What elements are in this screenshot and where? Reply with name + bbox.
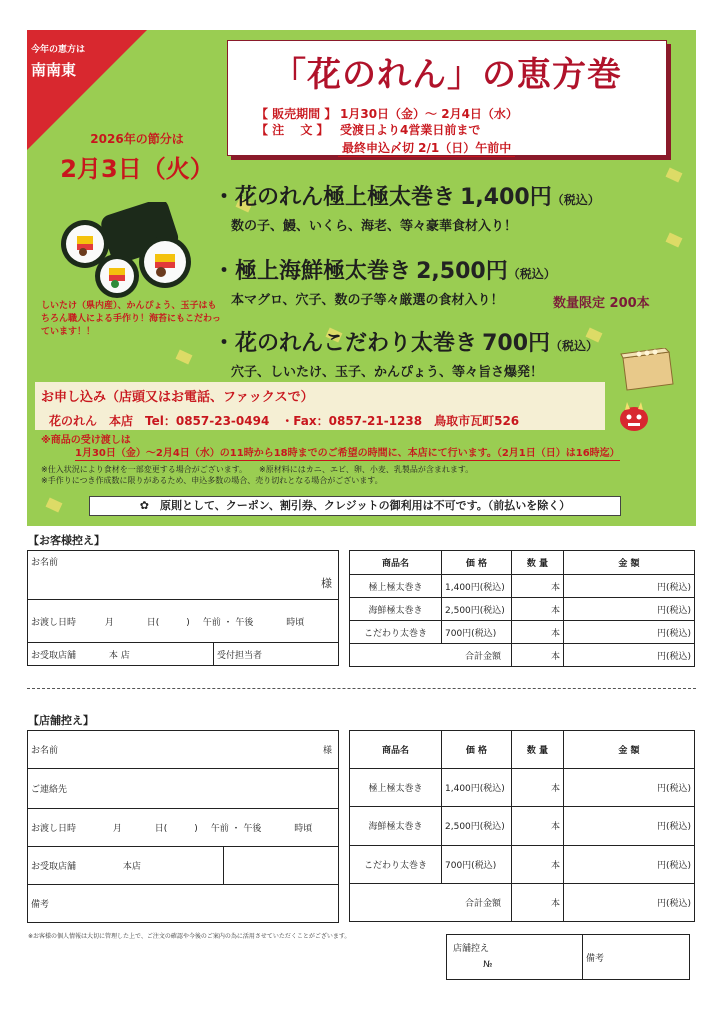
table-row	[350, 598, 695, 621]
total-label: 合計金額	[350, 644, 512, 667]
sama-suffix: 様	[321, 577, 332, 591]
payment-policy: ✿ 原則として、クーポン、割引券、クレジットの御利用は不可です。（前払いを除く）	[89, 496, 621, 516]
order-info	[256, 121, 480, 138]
cut-line	[27, 688, 696, 689]
store-name-field[interactable]	[28, 731, 339, 769]
setsubun-caption: 2026年の節分は	[90, 132, 184, 146]
delivery-heading: ※商品の受け渡しは	[41, 435, 131, 446]
store-value: 本店	[122, 862, 141, 872]
qty-cell[interactable]: 本	[512, 769, 564, 807]
product-cell: 海鮮極太巻き	[350, 807, 442, 845]
total-row	[350, 883, 695, 921]
total-qty-cell[interactable]: 本	[512, 644, 564, 667]
date-label: お渡し日時	[31, 824, 77, 834]
store-copy-box	[446, 934, 690, 980]
month-label: 月	[112, 824, 122, 834]
price-cell: 2,500円(税込)	[442, 807, 512, 845]
total-label: 合計金額	[350, 883, 512, 921]
price-cell: 1,400円(税込)	[442, 575, 512, 598]
amount-cell[interactable]: 円(税込)	[564, 845, 695, 883]
amount-cell[interactable]: 円(税込)	[564, 807, 695, 845]
product-desc: 本マグロ、穴子、数の子等々厳選の食材入り！	[231, 293, 504, 308]
header-product: 商品名	[350, 731, 442, 769]
pickup-store-field[interactable]	[28, 847, 224, 885]
order-label: 【 注 文 】	[256, 123, 329, 137]
delivery-details: 1月30日（金）～2月4日（水）の11時から18時までのご希望の時間に、本店にて行います。（2月1日（日）は16時迄）	[75, 448, 620, 459]
store-label: お受取店舗	[31, 862, 77, 872]
no-label: №	[483, 960, 493, 970]
product-price: 1,400円	[460, 185, 552, 210]
product-desc: 数の子、鰻、いくら、海老、等々豪華食材入り！	[231, 219, 518, 234]
product-cell: 極上極太巻き	[350, 575, 442, 598]
price-cell: 1,400円(税込)	[442, 769, 512, 807]
name-label: お名前	[31, 746, 59, 756]
setsubun-value: 2月3日（火）	[60, 155, 214, 183]
disclaimer	[41, 464, 473, 486]
ehou-caption: 今年の恵方は	[31, 45, 86, 55]
flyer-poster	[27, 30, 696, 526]
customer-copy-label: 【お客様控え】	[28, 534, 105, 547]
bean-box-illustration	[619, 348, 675, 394]
copy-number-field[interactable]	[447, 935, 583, 980]
header-amount: 金 額	[564, 551, 695, 575]
header-qty: 数 量	[512, 731, 564, 769]
header-price: 価 格	[442, 551, 512, 575]
product-tax: （税込）	[551, 193, 600, 207]
store-copy-label: 【店舗控え】	[28, 714, 94, 727]
product-cell: 極上極太巻き	[350, 769, 442, 807]
total-amount-cell[interactable]: 円(税込)	[564, 644, 695, 667]
product-name: ・花のれん極上極太巻き	[213, 185, 456, 210]
header-product: 商品名	[350, 551, 442, 575]
table-row	[350, 575, 695, 598]
time-label: 時頃	[286, 617, 305, 628]
price-cell: 700円(税込)	[442, 845, 512, 883]
amount-cell[interactable]: 円(税込)	[564, 598, 695, 621]
date-label: お渡し日時	[31, 617, 77, 628]
ingredient-note: しいたけ（県内産）、かんぴょう、玉子はもちろん職人による手作り！海苔にもこだわっています！！	[41, 301, 221, 337]
total-qty-cell[interactable]: 本	[512, 883, 564, 921]
copy-notes-field[interactable]	[583, 935, 690, 980]
delivery-date-field[interactable]	[28, 809, 339, 847]
product-name: ・極上海鮮極太巻き	[213, 259, 412, 284]
sama-suffix: 様	[322, 746, 332, 756]
amount-cell[interactable]: 円(税込)	[564, 621, 695, 644]
header-price: 価 格	[442, 731, 512, 769]
product-gokujo	[213, 180, 600, 234]
title-box	[227, 40, 667, 156]
ampm-label: 午前 ・ 午後	[202, 617, 254, 628]
ehou-direction	[31, 42, 85, 80]
store-label: お受取店舗	[31, 650, 77, 661]
contact-label: ご連絡先	[31, 785, 68, 795]
product-price: 2,500円	[416, 259, 508, 284]
qty-cell[interactable]: 本	[512, 845, 564, 883]
product-tax: （税込）	[507, 267, 556, 281]
order-value: 受渡日より4営業日前まで	[340, 123, 481, 137]
disclaimer-line: ※仕入状況により食材を一部変更する場合がございます。 ※原材料にはカニ、エビ、卵、小麦、乳製品が含まれます。	[41, 465, 474, 474]
setsubun-date	[57, 130, 217, 184]
product-tax: （税込）	[550, 339, 599, 353]
blank-field[interactable]	[224, 847, 339, 885]
pickup-store-field[interactable]	[28, 643, 214, 666]
qty-cell[interactable]: 本	[512, 575, 564, 598]
staff-label: 受付担当者	[217, 650, 263, 661]
contact-field[interactable]	[28, 769, 339, 809]
name-label: お名前	[31, 558, 59, 568]
sale-period-value: 1月30日（金）～ 2月4日（水）	[340, 107, 518, 121]
product-name: ・花のれんこだわり太巻き	[213, 331, 478, 356]
customer-order-table	[349, 550, 695, 667]
privacy-note: ※お客様の個人情報は大切に管理した上で、ご注文の確認や今後のご案内の為に活用させていただくことがございます。	[28, 933, 351, 940]
contact-heading: お申し込み（店頭又はお電話、ファックスで）	[41, 390, 314, 405]
delivery-date-field[interactable]	[28, 600, 339, 643]
amount-cell[interactable]: 円(税込)	[564, 769, 695, 807]
product-cell: こだわり太巻き	[350, 621, 442, 644]
product-cell: 海鮮極太巻き	[350, 598, 442, 621]
store-form	[27, 730, 339, 923]
product-desc: 穴子、しいたけ、玉子、かんぴょう、等々旨さ爆発！	[231, 365, 544, 380]
notes-field[interactable]	[28, 885, 339, 923]
product-cell: こだわり太巻き	[350, 845, 442, 883]
copy-label: 店舗控え	[453, 944, 490, 954]
notes-label: 備考	[31, 900, 50, 910]
qty-cell[interactable]: 本	[512, 621, 564, 644]
table-row	[350, 621, 695, 644]
limited-quantity: 数量限定 200本	[553, 296, 650, 311]
sushi-roll-illustration	[45, 202, 205, 302]
day-label: 日( )	[146, 617, 190, 628]
qty-cell[interactable]: 本	[512, 807, 564, 845]
table-row	[350, 807, 695, 845]
disclaimer-line: ※手作りにつき作成数に限りがあるため、申込多数の場合、売り切れとなる場合がございます。	[41, 476, 383, 485]
sale-period-label: 【 販売期間 】	[256, 107, 337, 121]
month-label: 月	[104, 617, 114, 628]
contact-box	[35, 382, 605, 430]
copy-notes-label: 備考	[586, 953, 605, 964]
product-kodawari	[213, 326, 598, 380]
oni-mask-illustration	[617, 402, 651, 432]
page-title: 「花のれん」の恵方巻	[272, 55, 622, 95]
store-value: 本 店	[108, 650, 130, 661]
product-price: 700円	[482, 331, 551, 356]
table-row	[350, 769, 695, 807]
header-qty: 数 量	[512, 551, 564, 575]
customer-name-field[interactable]	[28, 551, 339, 600]
ampm-label: 午前 ・ 午後	[210, 824, 262, 834]
delivery-info	[41, 434, 620, 461]
contact-details: 花のれん 本店 Tel：0857-23-0494 ・Fax：0857-21-1238 鳥取市瓦町526	[49, 414, 520, 428]
total-row	[350, 644, 695, 667]
price-cell: 2,500円(税込)	[442, 598, 512, 621]
order-deadline: 最終申込〆切 2/1（日）午前中	[338, 139, 515, 157]
total-amount-cell[interactable]: 円(税込)	[564, 883, 695, 921]
time-label: 時頃	[294, 824, 313, 834]
staff-field[interactable]	[214, 643, 339, 666]
amount-cell[interactable]: 円(税込)	[564, 575, 695, 598]
day-label: 日( )	[154, 824, 198, 834]
ehou-value: 南南東	[31, 61, 77, 79]
qty-cell[interactable]: 本	[512, 598, 564, 621]
price-cell: 700円(税込)	[442, 621, 512, 644]
product-kaisen	[213, 254, 556, 308]
customer-form	[27, 550, 339, 666]
sale-period	[256, 105, 518, 122]
store-order-table	[349, 730, 695, 922]
table-row	[350, 845, 695, 883]
header-amount: 金 額	[564, 731, 695, 769]
